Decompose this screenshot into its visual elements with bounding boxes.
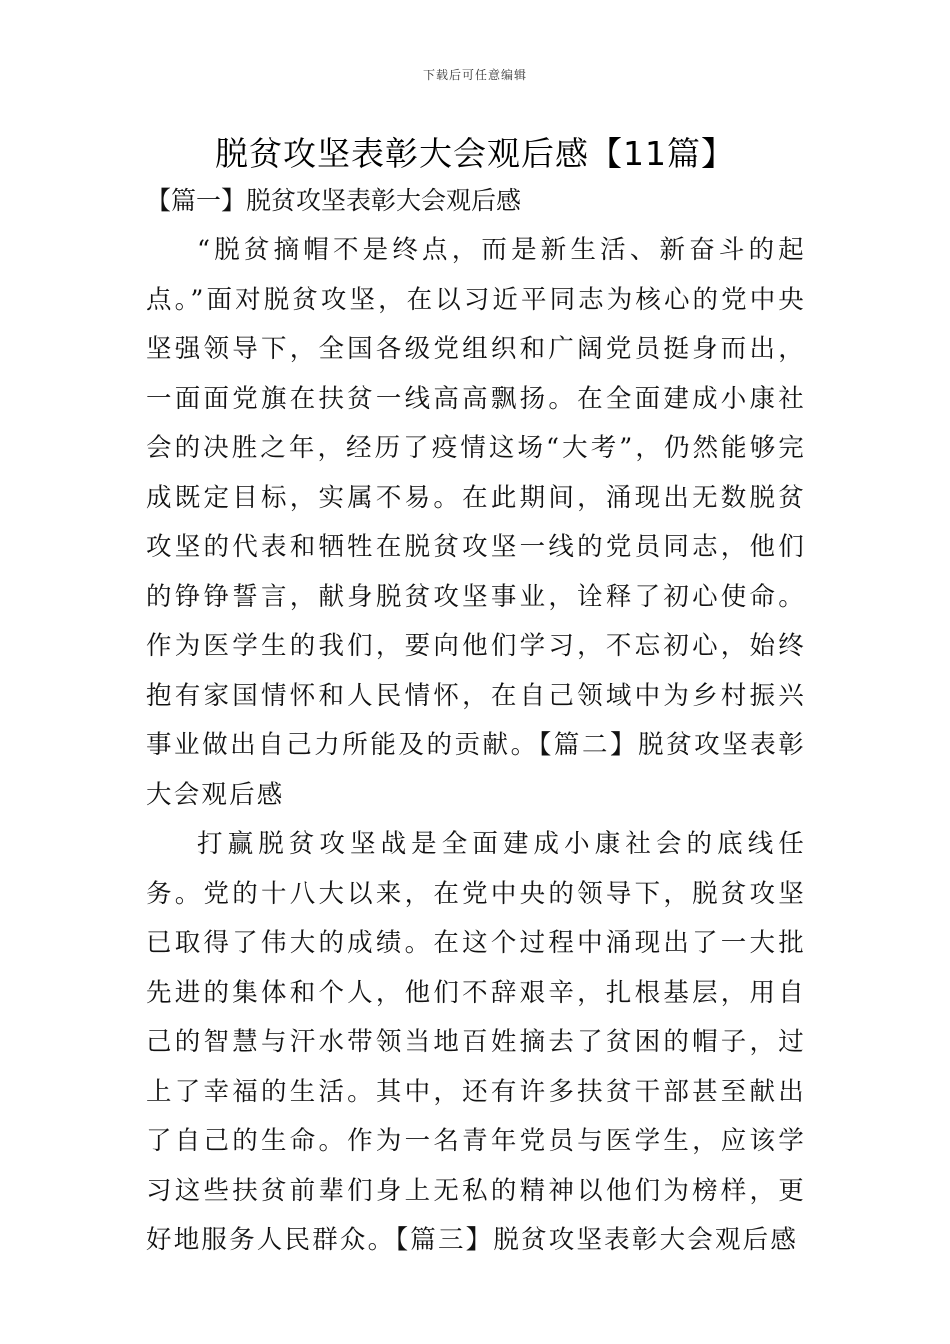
section-heading-3: 【篇三】脱贫攻坚表彰大会观后感 <box>395 1225 799 1255</box>
document-title: 脱贫攻坚表彰大会观后感【11篇】 <box>215 134 735 173</box>
header-note: 下载后可任意编辑 <box>422 68 527 82</box>
section-heading-1: 【篇一】脱贫攻坚表彰大会观后感 <box>146 186 522 215</box>
section-heading-2: 【篇二】脱贫攻坚表彰大会观后感 <box>146 730 806 810</box>
section-body-1: “脱贫摘帽不是终点，而是新生活、新奋斗的起点。”面对脱贫攻坚，在以习近平同志为核心的党中央坚强领导下，全国各级党组织和广阔党员挺身而出，一面面党旗在扶贫一线高高飘扬。在全面建成小康社会的决胜之年，经历了疫情这场“大考”，仍然能够完成既定目标，实属不易。在此期间，涌现出无数脱贫攻坚的代表和牺牲在脱贫攻坚一线的党员同志，他们的铮铮誓言，献身脱贫攻坚事业，诠释了初心使命。作为医学生的我们，要向他们学习，不忘初心，始终抱有家国情怀和人民情怀，在自己领域中为乡村振兴事业做出自己力所能及的贡献。 <box>146 235 806 760</box>
section-body-2: 打赢脱贫攻坚战是全面建成小康社会的底线任务。党的十八大以来，在党中央的领导下，脱贫攻坚已取得了伟大的成绩。在这个过程中涌现出了一大批先进的集体和个人，他们不辞艰辛，扎根基层，用自己的智慧与汗水带领当地百姓摘去了贫困的帽子，过上了幸福的生活。其中，还有许多扶贫干部甚至献出了自己的生命。作为一名青年党员与医学生，应该学习这些扶贫前辈们身上无私的精神以他们为榜样，更好地服务人民群众。 <box>146 829 806 1255</box>
section-paragraph <box>146 820 806 1266</box>
section-paragraph <box>146 226 806 820</box>
document-body <box>146 176 806 1266</box>
